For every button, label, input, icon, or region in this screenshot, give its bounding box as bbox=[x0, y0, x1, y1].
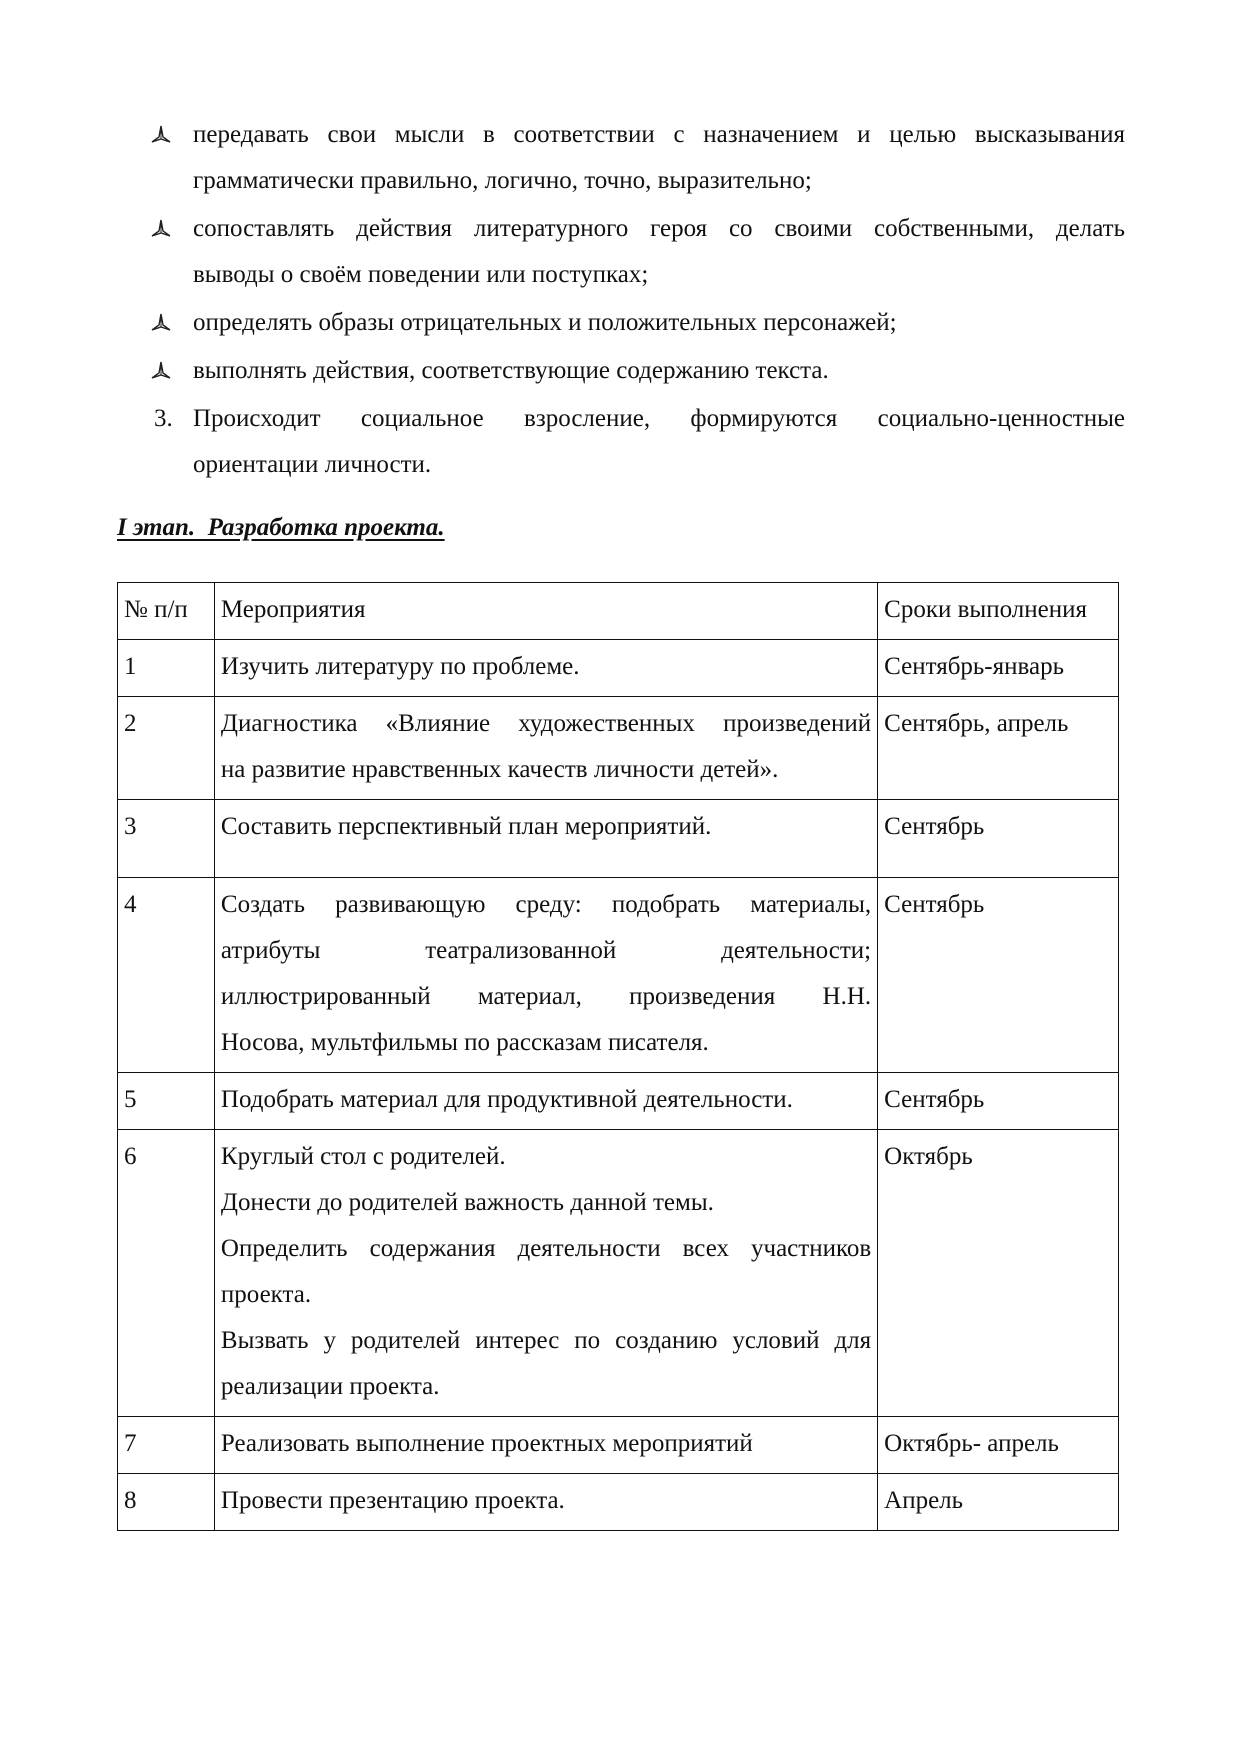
activity-line: Создать развивающую среду: подобрать материалы, bbox=[220, 891, 872, 918]
row-num: 8 bbox=[118, 1474, 215, 1531]
row-term: Сентябрь bbox=[878, 1073, 1119, 1130]
row-term: Октябрь bbox=[878, 1130, 1119, 1417]
list-item-line: передавать свои мысли в соответствии с назначением и целью высказывания bbox=[193, 121, 1125, 148]
row-num: 5 bbox=[118, 1073, 215, 1130]
arrow-bullet-icon bbox=[150, 124, 172, 146]
row-term: Апрель bbox=[878, 1474, 1119, 1531]
list-item-line: ориентации личности. bbox=[193, 451, 432, 478]
activity-line: Провести презентацию проекта. bbox=[220, 1487, 565, 1514]
list-item-line: грамматически правильно, логично, точно, выразительно; bbox=[193, 167, 812, 194]
row-num: 6 bbox=[118, 1130, 215, 1417]
row-activity bbox=[214, 1130, 877, 1417]
table-row bbox=[118, 800, 1119, 878]
activity-line: Изучить литературу по проблеме. bbox=[220, 653, 580, 680]
row-activity bbox=[214, 800, 877, 878]
activity-line: Круглый стол с родителей. bbox=[220, 1143, 506, 1170]
table-row bbox=[118, 697, 1119, 800]
activity-line: Составить перспективный план мероприятий. bbox=[220, 813, 712, 840]
header-num: № п/п bbox=[118, 583, 215, 640]
arrow-bullet-icon bbox=[150, 360, 172, 382]
header-terms: Сроки выполнения bbox=[878, 583, 1119, 640]
table-row bbox=[118, 1417, 1119, 1474]
activity-line: проекта. bbox=[220, 1281, 312, 1308]
table-row bbox=[118, 878, 1119, 1073]
activity-line: Определить содержания деятельности всех участников bbox=[220, 1235, 872, 1262]
plan-table bbox=[117, 582, 1119, 1531]
list-item-line: определять образы отрицательных и положительных персонажей; bbox=[193, 309, 897, 336]
row-term: Сентябрь bbox=[878, 800, 1119, 878]
skills-list bbox=[150, 112, 1125, 488]
row-term: Сентябрь bbox=[878, 878, 1119, 1073]
list-item bbox=[150, 348, 1125, 394]
row-activity bbox=[214, 1417, 877, 1474]
activity-line: Носова, мультфильмы по рассказам писателя. bbox=[220, 1029, 709, 1056]
row-activity bbox=[214, 1073, 877, 1130]
table-row bbox=[118, 640, 1119, 697]
table-header-row bbox=[118, 583, 1119, 640]
list-item-line: сопоставлять действия литературного героя со своими собственными, делать bbox=[193, 215, 1125, 242]
row-activity bbox=[214, 1474, 877, 1531]
row-activity bbox=[214, 878, 877, 1073]
row-term: Октябрь- апрель bbox=[878, 1417, 1119, 1474]
list-item-line: выводы о своём поведении или поступках; bbox=[193, 261, 649, 288]
activity-line: Подобрать материал для продуктивной деятельности. bbox=[220, 1086, 793, 1113]
activity-line: Реализовать выполнение проектных мероприятий bbox=[220, 1430, 753, 1457]
activity-line: реализации проекта. bbox=[220, 1373, 440, 1400]
activity-line: Донести до родителей важность данной темы. bbox=[220, 1189, 714, 1216]
item-number: 3. bbox=[154, 405, 173, 432]
row-num: 2 bbox=[118, 697, 215, 800]
activity-line: Диагностика «Влияние художественных произведений bbox=[220, 710, 872, 737]
row-num: 4 bbox=[118, 878, 215, 1073]
list-item-line: Происходит социальное взросление, формируются социально-ценностные bbox=[193, 405, 1125, 432]
row-num: 3 bbox=[118, 800, 215, 878]
arrow-bullet-icon bbox=[150, 312, 172, 334]
row-term: Сентябрь, апрель bbox=[878, 697, 1119, 800]
list-item bbox=[150, 112, 1125, 204]
row-activity bbox=[214, 697, 877, 800]
table-row bbox=[118, 1474, 1119, 1531]
activity-line: на развитие нравственных качеств личности детей». bbox=[220, 756, 779, 783]
row-num: 7 bbox=[118, 1417, 215, 1474]
stage-heading: I этап. Разработка проекта. bbox=[117, 514, 445, 541]
list-item-line: выполнять действия, соответствующие содержанию текста. bbox=[193, 357, 829, 384]
table-row bbox=[118, 1130, 1119, 1417]
arrow-bullet-icon bbox=[150, 218, 172, 240]
list-item bbox=[150, 300, 1125, 346]
header-activities: Мероприятия bbox=[214, 583, 877, 640]
list-item bbox=[150, 206, 1125, 298]
numbered-item bbox=[150, 396, 1125, 488]
row-num: 1 bbox=[118, 640, 215, 697]
row-activity bbox=[214, 640, 877, 697]
activity-line: атрибуты театрализованной деятельности; bbox=[220, 937, 872, 964]
table-row bbox=[118, 1073, 1119, 1130]
activity-line: Вызвать у родителей интерес по созданию условий для bbox=[220, 1327, 872, 1354]
row-term: Сентябрь-январь bbox=[878, 640, 1119, 697]
activity-line: иллюстрированный материал, произведения Н.Н. bbox=[220, 983, 872, 1010]
